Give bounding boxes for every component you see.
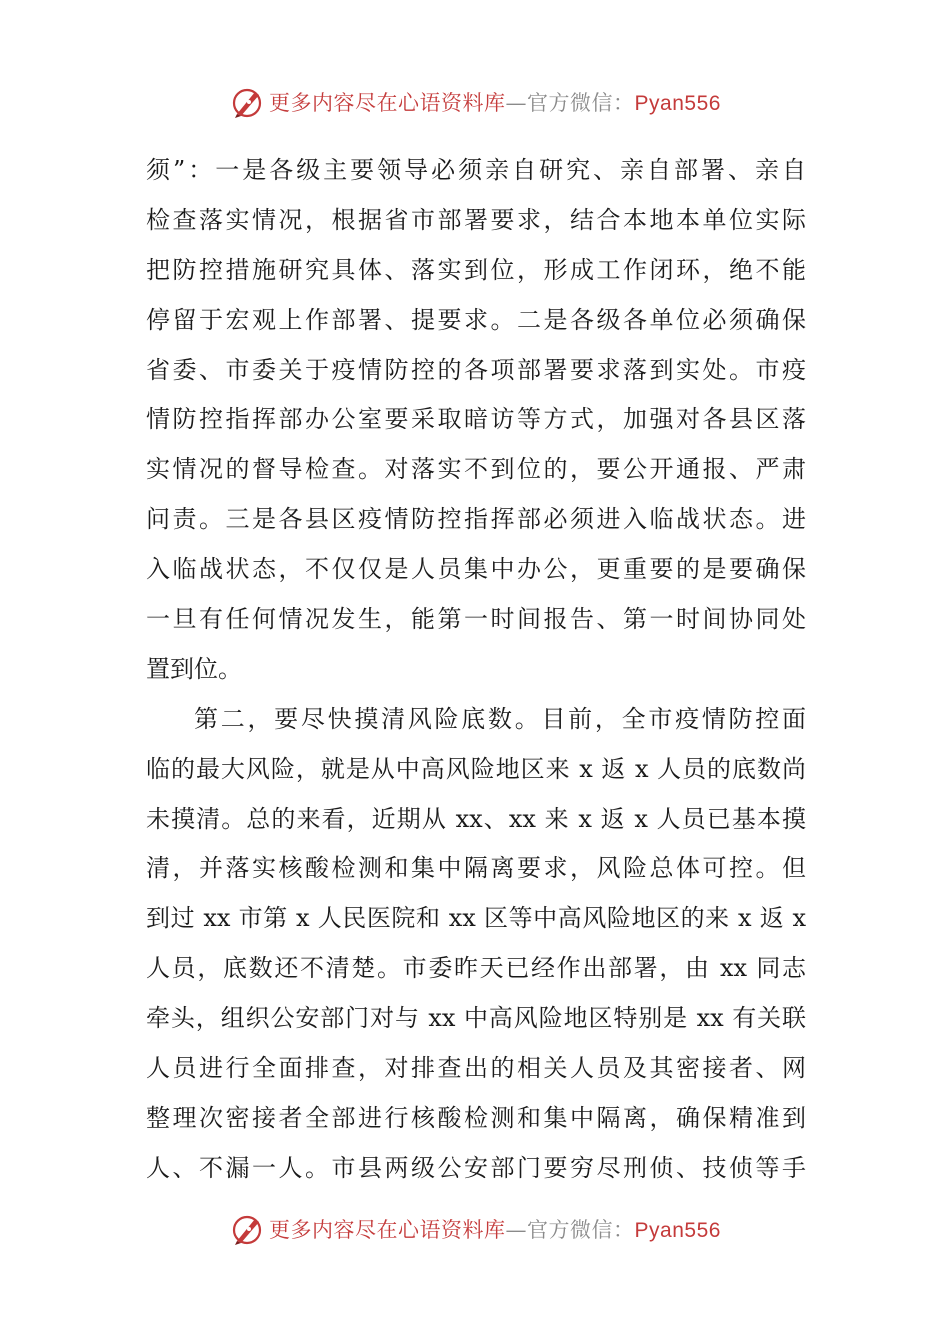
document-body [146, 146, 806, 1194]
header-banner [0, 82, 950, 122]
body-text-line: 到过 xx 市第 x 人民医院和 xx 区等中高风险地区的来 x 返 x [146, 904, 806, 933]
body-text-line: 人员进行全面排查，对排查出的相关人员及其密接者、网 [146, 1054, 806, 1083]
body-text-line: 置到位。 [146, 654, 242, 683]
body-text-line: 清，并落实核酸检测和集中隔离要求，风险总体可控。但 [146, 854, 806, 883]
body-text-line: 人员，底数还不清楚。市委昨天已经作出部署，由 xx 同志 [146, 954, 806, 983]
banner-title: 更多内容尽在心语资料库 [269, 91, 506, 115]
banner-text [269, 1214, 721, 1244]
body-text-line: 检查落实情况，根据省市部署要求，结合本地本单位实际 [146, 205, 806, 234]
body-text-line: 一旦有任何情况发生，能第一时间报告、第一时间协同处 [146, 605, 806, 634]
body-text-line: 整理次密接者全部进行核酸检测和集中隔离，确保精准到 [146, 1103, 806, 1132]
body-text-line: 临的最大风险，就是从中高风险地区来 x 返 x 人员的底数尚 [146, 754, 806, 783]
banner-wechat-id: Pyan556 [634, 1219, 721, 1242]
body-text-line: 情防控指挥部办公室要采取暗访等方式，加强对各县区落 [146, 405, 806, 434]
pen-logo-icon [229, 84, 265, 120]
banner-wechat-label: —官方微信： [505, 1218, 635, 1242]
body-text-line: 停留于宏观上作部署、提要求。二是各级各单位必须确保 [146, 305, 806, 334]
footer-banner [0, 1209, 950, 1249]
body-text-line: 问责。三是各县区疫情防控指挥部必须进入临战状态。进 [146, 505, 806, 534]
body-text-line: 第二，要尽快摸清风险底数。目前，全市疫情防控面 [194, 704, 806, 733]
body-text-line: 省委、市委关于疫情防控的各项部署要求落到实处。市疫 [146, 355, 806, 384]
pen-logo-icon [229, 1211, 265, 1247]
banner-title: 更多内容尽在心语资料库 [269, 1218, 506, 1242]
body-text-line: 入临战状态，不仅仅是人员集中办公，更重要的是要确保 [146, 555, 806, 584]
body-text-line: 把防控措施研究具体、落实到位，形成工作闭环，绝不能 [146, 255, 806, 284]
body-text-line: 牵头，组织公安部门对与 xx 中高风险地区特别是 xx 有关联 [146, 1004, 806, 1033]
banner-text [269, 87, 721, 117]
body-text-line: 须”：一是各级主要领导必须亲自研究、亲自部署、亲自 [146, 156, 806, 184]
banner-wechat-label: —官方微信： [505, 91, 635, 115]
body-text-line: 未摸清。总的来看，近期从 xx、xx 来 x 返 x 人员已基本摸 [146, 804, 806, 833]
body-text-line: 人、不漏一人。市县两级公安部门要穷尽刑侦、技侦等手 [146, 1153, 806, 1182]
body-text-line: 实情况的督导检查。对落实不到位的，要公开通报、严肃 [146, 455, 806, 484]
banner-wechat-id: Pyan556 [634, 92, 721, 115]
